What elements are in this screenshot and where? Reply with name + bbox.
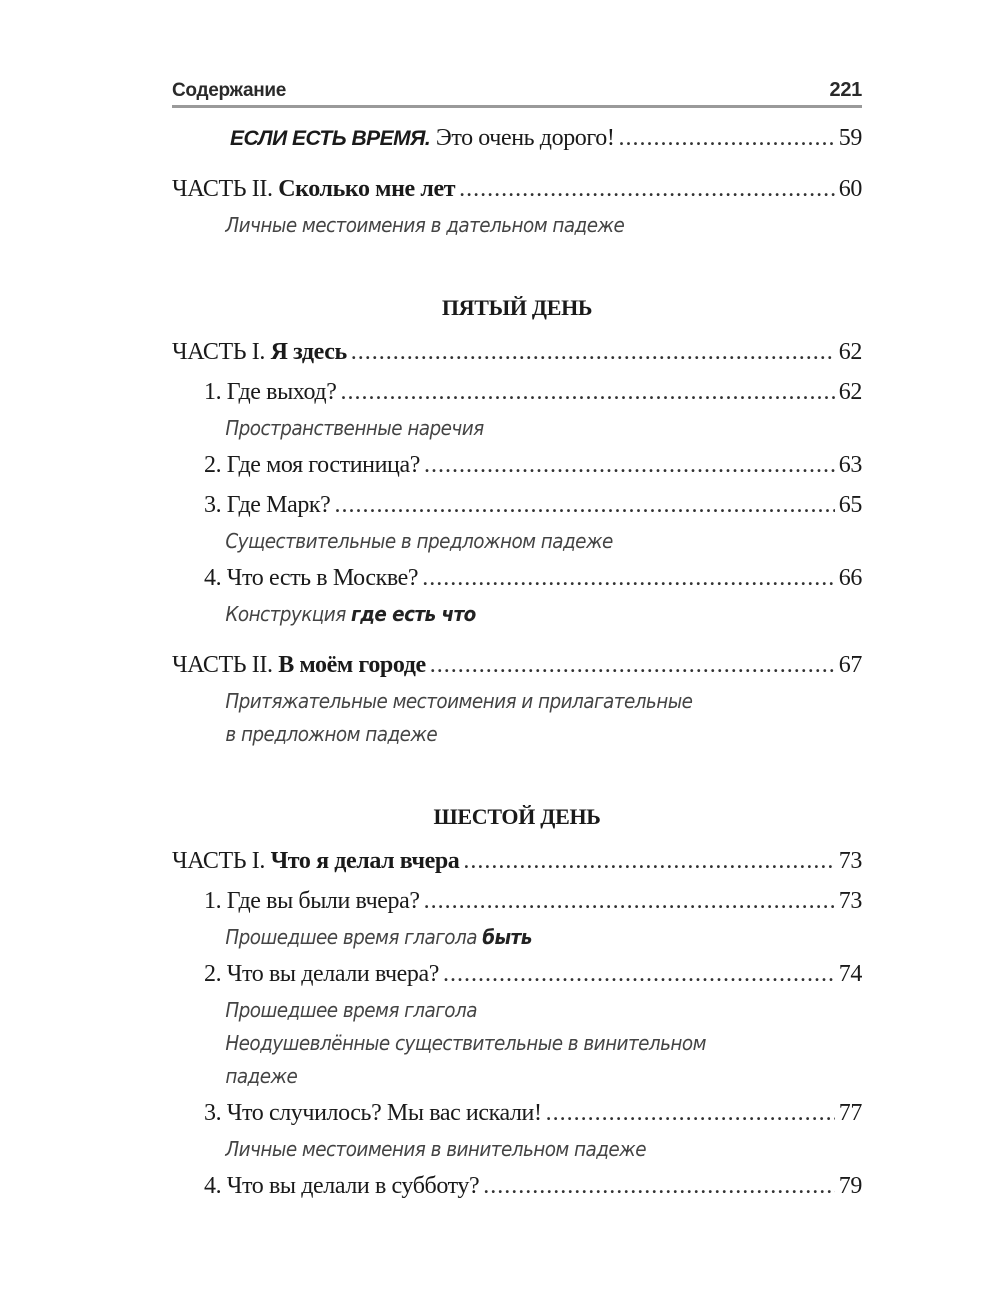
entry-note: Существительные в предложном падеже xyxy=(225,529,613,553)
entry-title: Сколько мне лет xyxy=(278,176,456,202)
entry-prefix: ЧАСТЬ I. xyxy=(172,848,265,874)
toc-entry[interactable] xyxy=(172,372,862,412)
leader-dots xyxy=(443,954,835,994)
leader-dots xyxy=(483,1166,835,1206)
entry-title: 3. Где Марк? xyxy=(204,492,331,518)
entry-title: 1. Где выход? xyxy=(204,379,337,405)
entry-page: 62 xyxy=(838,379,862,405)
entry-title: 1. Где вы были вчера? xyxy=(204,888,420,914)
entry-title: 4. Что вы делали в субботу? xyxy=(204,1173,480,1199)
note-bold-text: где есть что xyxy=(351,602,476,626)
toc-entry-day5-part1[interactable] xyxy=(172,332,862,372)
leader-dots xyxy=(546,1093,835,1133)
entry-page: 73 xyxy=(838,888,862,914)
toc-entry-day6-part1[interactable] xyxy=(172,841,862,881)
entry-title: 4. Что есть в Москве? xyxy=(204,565,419,591)
table-of-contents xyxy=(172,118,862,1206)
entry-note-line1: Притяжательные местоимения и прилагательные xyxy=(225,689,693,713)
section-heading-day5: ПЯТЫЙ ДЕНЬ xyxy=(441,295,593,320)
section-heading-day6: ШЕСТОЙ ДЕНЬ xyxy=(433,804,601,829)
leader-dots xyxy=(459,169,835,209)
entry-page: 67 xyxy=(838,652,862,678)
note-bold-text: быть xyxy=(482,925,532,949)
entry-title: Я здесь xyxy=(270,339,347,365)
leader-dots xyxy=(340,372,834,412)
leader-dots xyxy=(424,445,835,485)
toc-entry-day5-part2[interactable] xyxy=(172,645,862,685)
running-head-page-number: 221 xyxy=(829,79,862,101)
entry-note-line2: Неодушевлённые существительные в винительном xyxy=(225,1031,706,1055)
entry-title: 2. Что вы делали вчера? xyxy=(204,961,439,987)
toc-page xyxy=(172,76,862,1206)
toc-entry[interactable] xyxy=(172,558,862,598)
toc-entry[interactable] xyxy=(172,1093,862,1133)
entry-prefix: ЧАСТЬ II. xyxy=(172,652,273,678)
entry-note xyxy=(172,598,807,631)
leader-dots xyxy=(422,558,835,598)
entry-prefix: ЧАСТЬ I. xyxy=(172,339,265,365)
entry-title: Что я делал вчера xyxy=(270,848,460,874)
entry-page: 77 xyxy=(838,1100,862,1126)
leader-dots xyxy=(430,645,835,685)
running-head xyxy=(172,76,862,108)
entry-page: 59 xyxy=(838,125,862,151)
entry-prefix: ЕСЛИ ЕСТЬ ВРЕМЯ. xyxy=(230,127,431,150)
entry-page: 60 xyxy=(838,176,862,202)
entry-note: Личные местоимения в винительном падеже xyxy=(225,1137,646,1161)
toc-entry[interactable] xyxy=(172,881,862,921)
entry-title: 3. Что случилось? Мы вас искали! xyxy=(204,1100,542,1126)
entry-note-line3: падеже xyxy=(225,1064,298,1088)
entry-prefix: ЧАСТЬ II. xyxy=(172,176,273,202)
entry-page: 63 xyxy=(838,452,862,478)
leader-dots xyxy=(618,118,834,158)
entry-page: 66 xyxy=(838,565,862,591)
note-text: Прошедшее время глагола xyxy=(225,925,477,949)
entry-page: 79 xyxy=(838,1173,862,1199)
running-head-title: Содержание xyxy=(172,80,287,101)
leader-dots xyxy=(351,332,835,372)
toc-entry-extra[interactable] xyxy=(172,118,862,159)
leader-dots xyxy=(334,485,834,525)
entry-page: 73 xyxy=(838,848,862,874)
toc-entry[interactable] xyxy=(172,1166,862,1206)
leader-dots xyxy=(424,881,835,921)
leader-dots xyxy=(463,841,834,881)
entry-page: 74 xyxy=(838,961,862,987)
entry-title: В моём городе xyxy=(278,652,426,678)
toc-entry[interactable] xyxy=(172,954,862,994)
note-text: Конструкция xyxy=(225,602,346,626)
toc-entry[interactable] xyxy=(172,485,862,525)
entry-title: Это очень дорого! xyxy=(435,125,615,151)
entry-page: 65 xyxy=(838,492,862,518)
toc-entry-part2[interactable] xyxy=(172,169,862,209)
entry-note-line2: в предложном падеже xyxy=(225,722,438,746)
entry-page: 62 xyxy=(838,339,862,365)
entry-title: 2. Где моя гостиница? xyxy=(204,452,420,478)
toc-entry[interactable] xyxy=(172,445,862,485)
entry-note: Пространственные наречия xyxy=(225,416,484,440)
entry-note-line1: Прошедшее время глагола xyxy=(225,998,477,1022)
entry-note: Личные местоимения в дательном падеже xyxy=(225,213,625,237)
entry-note xyxy=(172,921,807,954)
